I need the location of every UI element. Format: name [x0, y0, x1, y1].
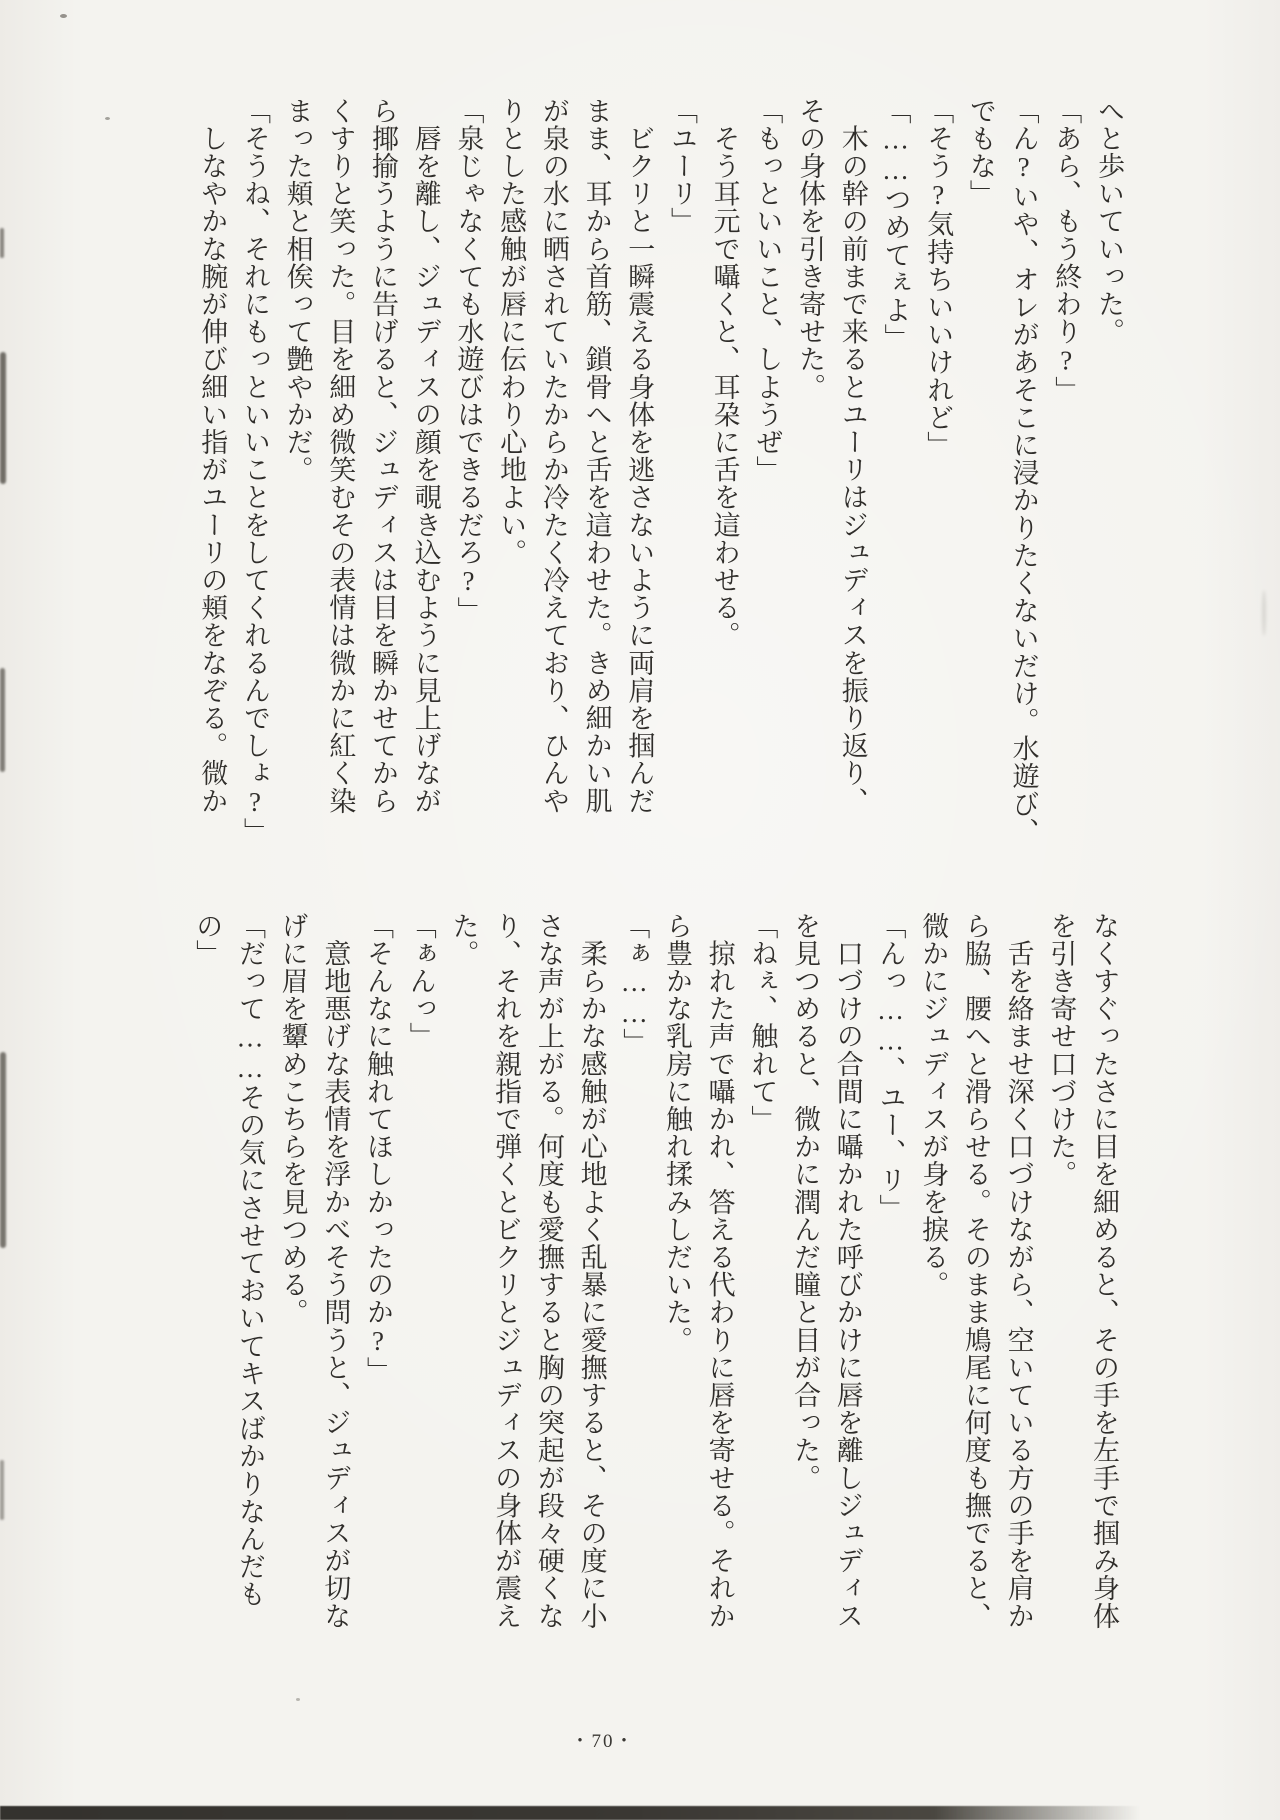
text-line: 「泉じゃなくても水遊びはできるだろ?」 — [453, 97, 484, 625]
text-line: 「もっといいこと、しようぜ」 — [752, 97, 783, 484]
text-line: 「ぁ……」 — [619, 912, 650, 1056]
text-line: 微かにジュディスが身を捩る。 — [918, 912, 949, 1299]
text-line: 唇を離し、ジュディスの顔を覗き込むように見上げなが — [410, 97, 441, 815]
text-line: ビクリと一瞬震える身体を逃さないように両肩を掴んだ — [624, 97, 655, 815]
text-line: しなやかな腕が伸び細い指がユーリの頬をなぞる。微か — [197, 97, 228, 815]
text-block-bottom — [186, 912, 1125, 1678]
text-line: りとした感触が唇に伝わり心地よい。 — [496, 97, 527, 567]
text-line: ら脇、腰へと滑らせる。そのまま鳩尾に何度も撫でると、 — [960, 912, 991, 1630]
text-line: 「ユーリ」 — [666, 97, 697, 235]
text-line: ら豊かな乳房に触れ揉みしだいた。 — [661, 912, 692, 1354]
text-line: まった頬と相俟って艶やかだ。 — [282, 97, 313, 484]
text-line: た。 — [448, 912, 479, 968]
text-line: を見つめると、微かに潤んだ瞳と目が合った。 — [790, 912, 821, 1492]
text-line: が泉の水に晒されていたからか冷たく冷えており、ひんや — [538, 97, 569, 815]
text-line: その身体を引き寄せた。 — [795, 97, 826, 401]
text-line: そう耳元で囁くと、耳朶に舌を這わせる。 — [709, 97, 740, 649]
text-line: り、それを親指で弾くとビクリとジュディスの身体が震え — [491, 912, 522, 1630]
text-line: まま、耳から首筋、鎖骨へと舌を這わせた。きめ細かい肌 — [581, 97, 612, 815]
text-line: 「ん?いや、オレがあそこに浸かりたくないだけ。水遊び、 — [1008, 97, 1039, 846]
text-line: くすりと笑った。目を細め微笑むその表情は微かに紅く染 — [325, 97, 356, 815]
text-line: なくすぐったさに目を細めると、その手を左手で掴み身体 — [1089, 912, 1119, 1630]
text-line: 「そんなに触れてほしかったのか?」 — [363, 912, 394, 1385]
text-line: 口づけの合間に囁かれた呼びかけに唇を離しジュディス — [832, 912, 863, 1630]
text-line: 「だって……その気にさせておいてキスばかりなんだも — [234, 912, 265, 1608]
text-line: 「ぁんっ」 — [405, 912, 436, 1050]
text-line: 「そうね、それにもっといいことをしてくれるんでしょ?」 — [239, 97, 270, 846]
text-line: 「んっ……、ユー、リ」 — [875, 912, 906, 1222]
text-line: 意地悪げな表情を浮かべそう問うと、ジュディスが切な — [320, 912, 351, 1630]
text-line: でもな」 — [965, 97, 996, 208]
text-line: 柔らかな感触が心地よく乱暴に愛撫すると、その度に小 — [576, 912, 607, 1630]
text-line: 掠れた声で囁かれ、答える代わりに唇を寄せる。それか — [704, 912, 735, 1630]
text-line: さな声が上がる。何度も愛撫すると胸の突起が段々硬くな — [533, 912, 564, 1630]
text-block-top — [191, 97, 1130, 863]
text-line: 「あら、もう終わり?」 — [1051, 97, 1082, 404]
text-line: 木の幹の前まで来るとユーリはジュディスを振り返り、 — [837, 97, 868, 815]
text-line: 「ねぇ、触れて」 — [747, 912, 778, 1133]
text-line: 「……つめてぇよ」 — [880, 97, 911, 352]
text-line: 舌を絡ませ深く口づけながら、空いている方の手を肩か — [1003, 912, 1034, 1630]
text-line: 「そう?気持ちいいけれど」 — [923, 97, 954, 459]
text-line: の」 — [192, 912, 223, 968]
text-line: げに眉を顰めこちらを見つめる。 — [277, 912, 308, 1326]
text-line: へと歩いていった。 — [1094, 97, 1124, 346]
text-line: ら揶揄うように告げると、ジュディスは目を瞬かせてから — [368, 97, 399, 815]
page-number: ・70・ — [570, 1731, 636, 1752]
text-line: を引き寄せ口づけた。 — [1046, 912, 1077, 1188]
